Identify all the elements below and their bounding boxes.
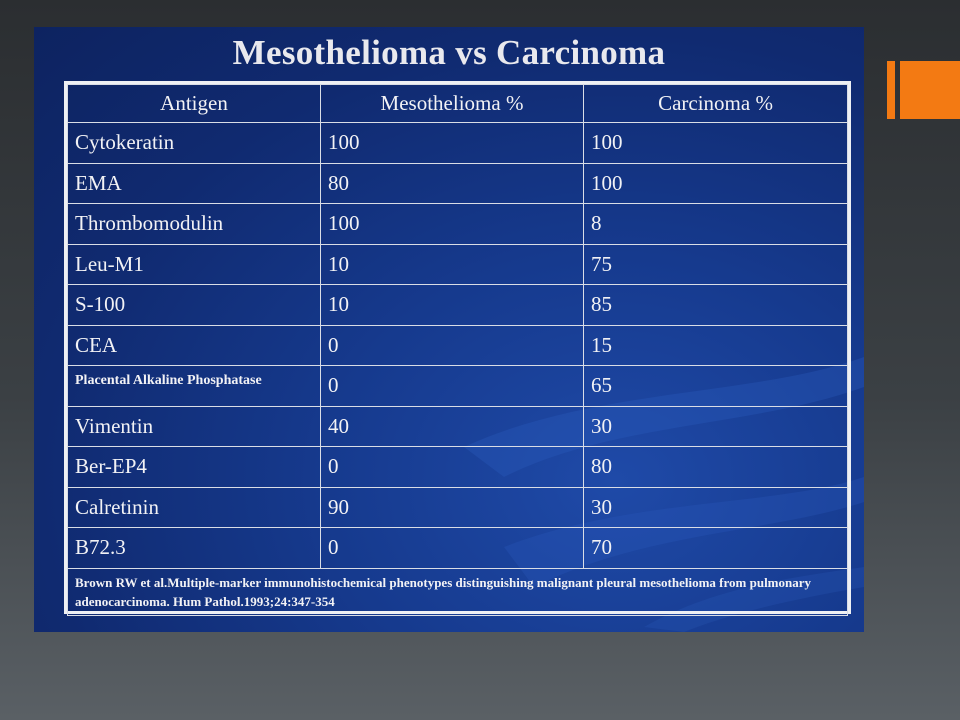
carcinoma-cell: 8 bbox=[584, 204, 848, 245]
antigen-cell: CEA bbox=[68, 325, 321, 366]
mesothelioma-cell: 0 bbox=[321, 366, 584, 407]
antigen-cell: Vimentin bbox=[68, 406, 321, 447]
table-row bbox=[68, 366, 848, 407]
antigen-cell: Calretinin bbox=[68, 487, 321, 528]
table-row bbox=[68, 163, 848, 204]
antigen-cell: EMA bbox=[68, 163, 321, 204]
slide-image bbox=[34, 27, 864, 632]
antigen-cell: Ber-EP4 bbox=[68, 447, 321, 488]
antigen-cell: S-100 bbox=[68, 285, 321, 326]
accent-block bbox=[900, 61, 960, 119]
antigen-cell: Leu-M1 bbox=[68, 244, 321, 285]
citation-row bbox=[68, 568, 848, 615]
mesothelioma-cell: 0 bbox=[321, 447, 584, 488]
slide-title: Mesothelioma vs Carcinoma bbox=[232, 33, 666, 72]
table-row bbox=[68, 447, 848, 488]
carcinoma-cell: 85 bbox=[584, 285, 848, 326]
table-row bbox=[68, 204, 848, 245]
citation-text: Brown RW et al.Multiple-marker immunohistochemical phenotypes distinguishing malignant pleural mesothelioma from pulmonary adenocarcinoma. Hum Pathol.1993;24:347-354 bbox=[68, 568, 848, 615]
carcinoma-cell: 30 bbox=[584, 406, 848, 447]
mesothelioma-cell: 100 bbox=[321, 204, 584, 245]
carcinoma-cell: 100 bbox=[584, 163, 848, 204]
antigen-cell: B72.3 bbox=[68, 528, 321, 569]
carcinoma-cell: 65 bbox=[584, 366, 848, 407]
table-row bbox=[68, 528, 848, 569]
carcinoma-cell: 75 bbox=[584, 244, 848, 285]
table-row bbox=[68, 123, 848, 164]
accent-bar-thin bbox=[887, 61, 895, 119]
antigen-cell: Thrombomodulin bbox=[68, 204, 321, 245]
carcinoma-cell: 30 bbox=[584, 487, 848, 528]
antigen-cell: Placental Alkaline Phosphatase bbox=[68, 366, 321, 407]
table-row bbox=[68, 285, 848, 326]
carcinoma-cell: 15 bbox=[584, 325, 848, 366]
carcinoma-cell: 80 bbox=[584, 447, 848, 488]
mesothelioma-cell: 10 bbox=[321, 244, 584, 285]
mesothelioma-cell: 90 bbox=[321, 487, 584, 528]
antigen-cell: Cytokeratin bbox=[68, 123, 321, 164]
mesothelioma-cell: 40 bbox=[321, 406, 584, 447]
table-row bbox=[68, 244, 848, 285]
carcinoma-cell: 70 bbox=[584, 528, 848, 569]
table-row bbox=[68, 325, 848, 366]
antigen-comparison-table bbox=[67, 84, 848, 616]
mesothelioma-cell: 10 bbox=[321, 285, 584, 326]
mesothelioma-cell: 80 bbox=[321, 163, 584, 204]
antigen-table-frame bbox=[64, 81, 851, 614]
table-row bbox=[68, 406, 848, 447]
carcinoma-cell: 100 bbox=[584, 123, 848, 164]
mesothelioma-cell: 0 bbox=[321, 325, 584, 366]
table-row bbox=[68, 487, 848, 528]
mesothelioma-cell: 0 bbox=[321, 528, 584, 569]
table-header-row bbox=[68, 85, 848, 123]
column-header-mesothelioma: Mesothelioma % bbox=[321, 85, 584, 123]
column-header-antigen: Antigen bbox=[68, 85, 321, 123]
column-header-carcinoma: Carcinoma % bbox=[584, 85, 848, 123]
mesothelioma-cell: 100 bbox=[321, 123, 584, 164]
